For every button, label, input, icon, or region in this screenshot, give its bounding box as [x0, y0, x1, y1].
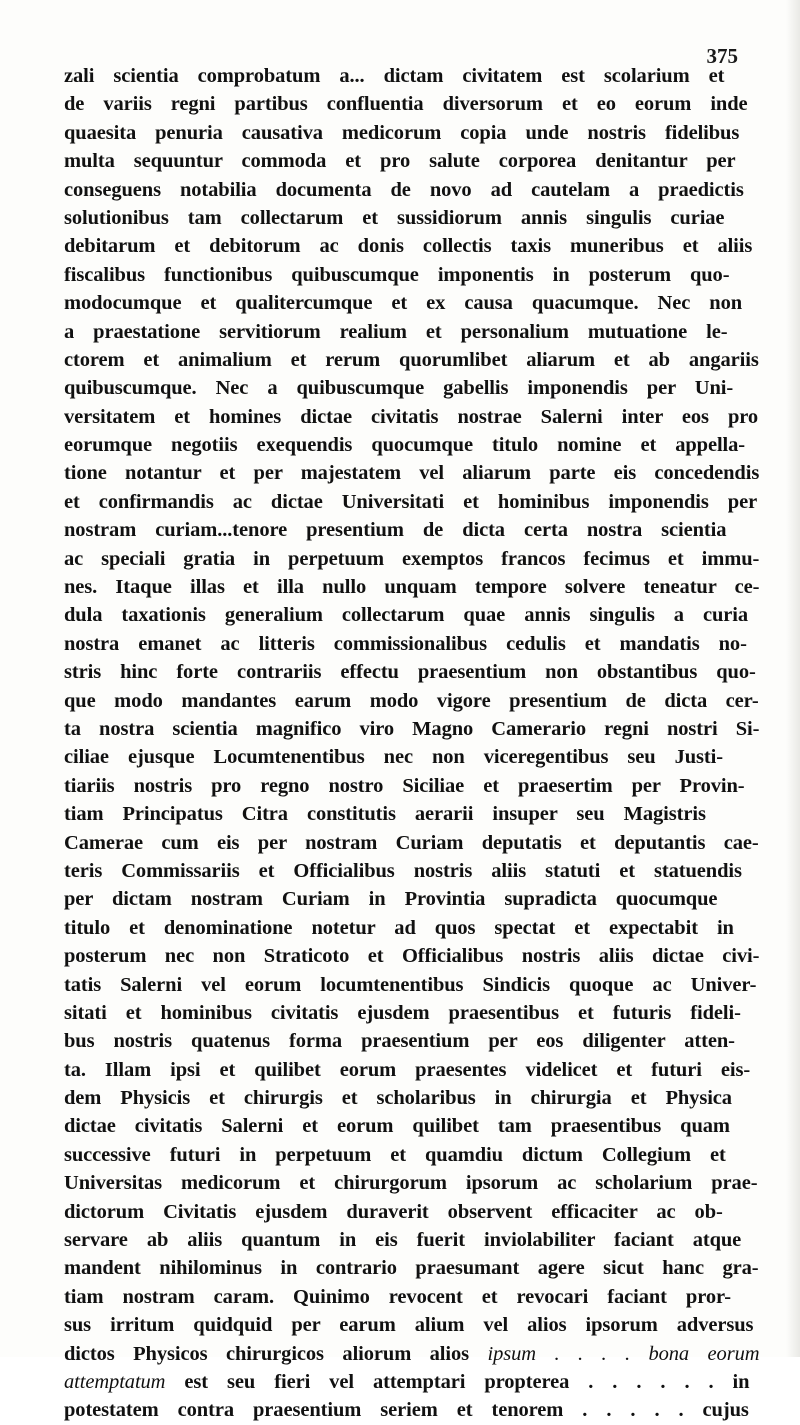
- text-line: modocumque et qualitercumque et ex causa quacumque. Nec non: [64, 292, 743, 315]
- text-line: fiscalibus functionibus quibuscumque imponentis in posterum quo-: [64, 263, 730, 286]
- text-line: zali scientia comprobatum a... dictam civitatem est scolarium et: [64, 65, 725, 87]
- body-text: [64, 62, 759, 1425]
- text-line-mixed: [64, 1368, 759, 1396]
- text-line: posterum nec non Straticoto et Officialibus nostris aliis dictae civi-: [64, 945, 760, 968]
- text-line: successive futuri in perpetuum et quamdiu dictum Collegium et: [64, 1143, 726, 1166]
- text-line: et confirmandis ac dictae Universitati et hominibus imponendis per: [64, 490, 758, 513]
- text-line: debitarum et debitorum ac donis collectis taxis muneribus et aliis: [64, 235, 753, 258]
- text-line: bus nostris quatenus forma praesentium per eos diligenter atten-: [64, 1030, 735, 1053]
- text-line: conseguens notabilia documenta de novo ad cautelam a praedictis: [64, 178, 744, 201]
- text-line: solutionibus tam collectarum et sussidiorum annis singulis curiae: [64, 206, 725, 229]
- text-line: Universitas medicorum et chirurgorum ipsorum ac scholarium prae-: [64, 1172, 758, 1195]
- text-line: multa sequuntur commoda et pro salute corporea denitantur per: [64, 150, 736, 173]
- text-line: dictorum Civitatis ejusdem duraverit observent efficaciter ac ob-: [64, 1200, 723, 1223]
- text-line: tiariis nostris pro regno nostro Siciliae et praesertim per Provin-: [64, 774, 745, 797]
- text-line-mixed: [64, 1340, 759, 1368]
- text-line: ta. Illam ipsi et quilibet eorum praesentes videlicet et futuri eis-: [64, 1058, 751, 1081]
- text-segment: dictos Physicos chirurgicos aliorum alios: [64, 1342, 488, 1365]
- text-line: potestatem contra praesentium seriem et tenorem . . . . . cujus: [64, 1399, 749, 1422]
- text-line: que modo mandantes earum modo vigore presentium de dicta cer-: [64, 689, 759, 712]
- page-edge-shadow: [786, 0, 800, 1357]
- text-line: dictae civitatis Salerni et eorum quilibet tam praesentibus quam: [64, 1115, 730, 1138]
- text-line: mandent nihilominus in contrario praesumant agere sicut hanc gra-: [64, 1257, 759, 1280]
- page-number: 375: [706, 44, 738, 68]
- text-line: tiam Principatus Citra constitutis aerarii insuper seu Magistris: [64, 803, 706, 826]
- text-line: a praestatione servitiorum realium et personalium mutuatione le-: [64, 320, 728, 343]
- text-line: ctorem et animalium et rerum quorumlibet aliarum et ab angariis: [64, 348, 759, 371]
- text-line: versitatem et homines dictae civitatis nostrae Salerni inter eos pro: [64, 405, 759, 428]
- text-line: per dictam nostram Curiam in Provintia supradicta quocumque: [64, 888, 718, 911]
- text-line: dem Physicis et chirurgis et scholaribus in chirurgia et Physica: [64, 1087, 732, 1110]
- text-line: quaesita penuria causativa medicorum copia unde nostris fidelibus: [64, 121, 740, 144]
- text-line: eorumque negotiis exequendis quocumque titulo nomine et appella-: [64, 434, 746, 457]
- text-line: servare ab aliis quantum in eis fuerit inviolabiliter faciant atque: [64, 1229, 742, 1252]
- italic-segment: ipsum . . . . bona eorum: [487, 1342, 760, 1365]
- text-line: quibuscumque. Nec a quibuscumque gabellis imponendis per Uni-: [64, 377, 734, 400]
- text-line: nes. Itaque illas et illa nullo unquam tempore solvere teneatur ce-: [64, 576, 760, 599]
- text-line: ta nostra scientia magnifico viro Magno Camerario regni nostri Si-: [64, 717, 760, 740]
- italic-segment: attemptatum: [64, 1370, 166, 1393]
- text-line: nostram curiam...tenore presentium de dicta certa nostra scientia: [64, 519, 727, 542]
- text-line: teris Commissariis et Officialibus nostris aliis statuti et statuendis: [64, 859, 742, 882]
- text-segment: est seu fieri vel attemptari propterea . . . . . . in: [165, 1370, 750, 1393]
- text-line: nostra emanet ac litteris commissionalibus cedulis et mandatis no-: [64, 632, 747, 655]
- text-line: dula taxationis generalium collectarum quae annis singulis a curia: [64, 604, 748, 627]
- text-line: sus irritum quidquid per earum alium vel alios ipsorum adversus: [64, 1314, 754, 1337]
- text-line: ac speciali gratia in perpetuum exemptos francos fecimus et immu-: [64, 547, 760, 570]
- text-line: tiam nostram caram. Quinimo revocent et revocari faciant pror-: [64, 1285, 731, 1308]
- text-line: ciliae ejusque Locumtenentibus nec non viceregentibus seu Justi-: [64, 746, 723, 769]
- text-line: sitati et hominibus civitatis ejusdem praesentibus et futuris fideli-: [64, 1001, 741, 1024]
- text-line: Camerae cum eis per nostram Curiam deputatis et deputantis cae-: [64, 831, 759, 854]
- text-line: stris hinc forte contrariis effectu praesentium non obstantibus quo-: [64, 661, 756, 684]
- text-line: titulo et denominatione notetur ad quos spectat et expectabit in: [64, 916, 734, 939]
- text-line: de variis regni partibus confluentia diversorum et eo eorum inde: [64, 93, 748, 116]
- text-line: tione notantur et per majestatem vel aliarum parte eis concedendis: [64, 462, 760, 485]
- text-line: tatis Salerni vel eorum locumtenentibus Sindicis quoque ac Univer-: [64, 973, 757, 996]
